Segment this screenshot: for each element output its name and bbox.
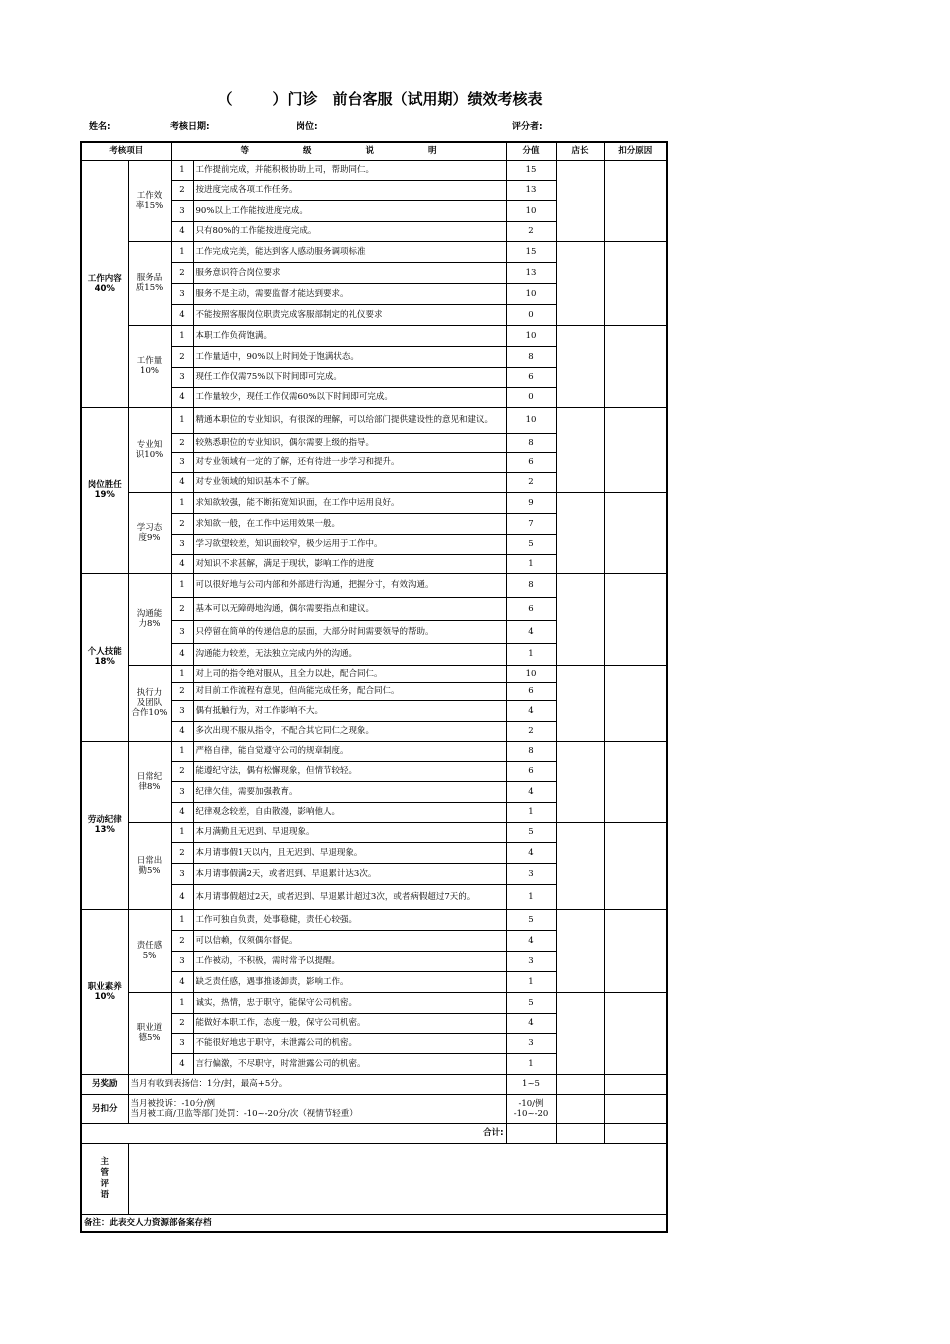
level-score: 0 <box>506 304 556 325</box>
level-description: 沟通能力较差，无法独立完成内外的沟通。 <box>193 643 506 665</box>
level-score: 10 <box>506 665 556 682</box>
sub-item-label: 执行力 <box>136 688 163 698</box>
level-description: 工作被动，不积极，需时常予以提醒。 <box>193 951 506 971</box>
level-number: 1 <box>171 407 193 433</box>
level-description: 本月请事假1天以内，且无迟到、早退现象。 <box>193 842 506 863</box>
header-desc-char: 明 <box>428 146 437 157</box>
deduction-reason-cell[interactable] <box>604 573 667 665</box>
sub-item-label: 及团队 <box>136 698 163 708</box>
table-row <box>81 741 667 761</box>
level-score: 6 <box>506 597 556 620</box>
review-date-label: 考核日期: <box>170 122 210 132</box>
level-score: 1 <box>506 884 556 909</box>
sub-item-cell <box>128 407 171 492</box>
sub-item-label: 德5% <box>138 1033 161 1043</box>
level-description: 求知欲较强，能不断拓宽知识面，在工作中运用良好。 <box>193 492 506 513</box>
level-number: 3 <box>171 700 193 721</box>
level-number: 2 <box>171 842 193 863</box>
level-description: 服务不是主动，需要监督才能达到要求。 <box>193 283 506 304</box>
category-cell <box>81 909 128 1074</box>
level-description: 基本可以无障碍地沟通，偶尔需要指点和建议。 <box>193 597 506 620</box>
sub-item-label: 勤5% <box>138 865 161 876</box>
level-score: 13 <box>506 262 556 283</box>
total-manager-cell[interactable] <box>556 1123 604 1143</box>
level-score: 4 <box>506 700 556 721</box>
level-score: 2 <box>506 472 556 492</box>
table-row <box>81 909 667 930</box>
deduction-reason-cell[interactable] <box>604 992 667 1074</box>
level-number: 2 <box>171 433 193 452</box>
deduction-reason-cell[interactable] <box>604 492 667 573</box>
sub-item-label: 10% <box>140 366 159 376</box>
category-label: 岗位胜任 <box>87 480 122 490</box>
level-description: 缺乏责任感，遇事推诿卸责，影响工作。 <box>193 971 506 992</box>
table-row <box>81 325 667 346</box>
level-number: 2 <box>171 597 193 620</box>
manager-score-cell[interactable] <box>556 822 604 909</box>
level-score: 5 <box>506 822 556 842</box>
title-open-paren: （ <box>217 90 233 108</box>
level-description: 能遵纪守法，偶有松懈现象，但情节较轻。 <box>193 761 506 781</box>
level-score: 6 <box>506 682 556 700</box>
sub-item-cell <box>128 160 171 241</box>
deduction-reason-cell[interactable] <box>604 325 667 407</box>
level-description: 本职工作负荷饱满。 <box>193 325 506 346</box>
total-score-cell[interactable] <box>506 1123 556 1143</box>
comment-label-char: 管 <box>100 1167 109 1178</box>
level-number: 4 <box>171 971 193 992</box>
level-score: 3 <box>506 1033 556 1053</box>
deduct-desc-line: 当月被投诉：-10分/例 <box>130 1098 216 1109</box>
level-number: 4 <box>171 472 193 492</box>
level-description: 按进度完成各项工作任务。 <box>193 180 506 200</box>
bonus-description: 当月有收到表扬信：1分/封，最高+5分。 <box>128 1074 506 1094</box>
level-description: 本月满勤且无迟到、早退现象。 <box>193 822 506 842</box>
bonus-reason-cell[interactable] <box>604 1074 667 1094</box>
level-score: 15 <box>506 241 556 262</box>
level-number: 2 <box>171 930 193 951</box>
level-number: 3 <box>171 1033 193 1053</box>
deduction-reason-cell[interactable] <box>604 241 667 325</box>
total-reason-cell[interactable] <box>604 1123 667 1143</box>
comment-label-char: 评 <box>100 1178 109 1189</box>
level-description: 工作可独自负责，处事稳健，责任心较强。 <box>193 909 506 930</box>
sub-item-cell <box>128 241 171 325</box>
sub-item-label: 沟通能 <box>136 609 163 619</box>
level-score: 3 <box>506 863 556 884</box>
level-number: 1 <box>171 492 193 513</box>
sub-item-cell <box>128 573 171 665</box>
deduct-manager-cell[interactable] <box>556 1094 604 1123</box>
category-label: 个人技能 <box>87 647 122 657</box>
level-score: 5 <box>506 909 556 930</box>
level-number: 3 <box>171 620 193 643</box>
header-desc-char: 说 <box>365 146 375 157</box>
deduction-reason-cell[interactable] <box>604 665 667 741</box>
level-description: 工作提前完成，并能积极协助上司，帮助同仁。 <box>193 160 506 180</box>
table-row <box>81 822 667 842</box>
level-number: 4 <box>171 1053 193 1074</box>
level-description: 较熟悉职位的专业知识，偶尔需要上级的指导。 <box>193 433 506 452</box>
bonus-score: 1~5 <box>506 1074 556 1094</box>
level-number: 3 <box>171 534 193 554</box>
sub-item-label: 专业知 <box>136 439 163 450</box>
level-number: 1 <box>171 325 193 346</box>
level-description: 可以很好地与公司内部和外部进行沟通，把握分寸，有效沟通。 <box>193 573 506 597</box>
level-number: 3 <box>171 951 193 971</box>
category-label: 职业素养 <box>87 981 122 992</box>
level-score: 1 <box>506 971 556 992</box>
level-number: 1 <box>171 909 193 930</box>
name-label: 姓名: <box>89 122 111 132</box>
level-number: 2 <box>171 761 193 781</box>
sub-item-label: 职业道 <box>136 1023 163 1033</box>
level-description: 只有80%的工作能按进度完成。 <box>193 221 506 241</box>
level-number: 3 <box>171 863 193 884</box>
level-number: 4 <box>171 721 193 741</box>
manager-score-cell[interactable] <box>556 573 604 665</box>
sub-item-label: 学习态 <box>136 522 163 533</box>
level-score: 1 <box>506 802 556 822</box>
level-score: 10 <box>506 283 556 304</box>
bonus-manager-cell[interactable] <box>556 1074 604 1094</box>
level-number: 1 <box>171 992 193 1013</box>
level-score: 5 <box>506 992 556 1013</box>
level-number: 1 <box>171 822 193 842</box>
category-cell <box>81 741 128 909</box>
level-score: 6 <box>506 367 556 387</box>
header-score: 分值 <box>506 142 556 160</box>
level-description: 纪律欠佳，需要加强教育。 <box>193 781 506 802</box>
manager-score-cell[interactable] <box>556 241 604 325</box>
level-number: 3 <box>171 200 193 221</box>
manager-score-cell[interactable] <box>556 407 604 492</box>
sub-item-label: 服务品 <box>136 273 163 283</box>
table-row <box>81 407 667 433</box>
deduction-reason-cell[interactable] <box>604 822 667 909</box>
sub-item-cell <box>128 822 171 909</box>
level-number: 1 <box>171 665 193 682</box>
level-description: 90%以上工作能按进度完成。 <box>193 200 506 221</box>
table-row <box>81 492 667 513</box>
deduct-score-line: -10/例 <box>518 1098 544 1109</box>
category-label: 10% <box>94 991 115 1002</box>
level-description: 对专业领域的知识基本不了解。 <box>193 472 506 492</box>
level-description: 纪律观念较差，自由散漫，影响他人。 <box>193 802 506 822</box>
level-description: 工作量较少，现任工作仅需60%以下时间即可完成。 <box>193 387 506 407</box>
level-description: 本月请事假满2天，或者迟到、早退累计达3次。 <box>193 863 506 884</box>
sub-item-label: 责任感 <box>136 940 163 951</box>
level-number: 2 <box>171 1013 193 1033</box>
sub-item-label: 质15% <box>135 283 164 293</box>
level-number: 4 <box>171 554 193 573</box>
position-label: 岗位: <box>296 122 318 132</box>
level-description: 对目前工作流程有意见，但尚能完成任务，配合同仁。 <box>193 682 506 700</box>
bonus-row <box>81 1074 667 1094</box>
level-number: 2 <box>171 513 193 534</box>
deduct-score <box>506 1094 556 1123</box>
level-number: 1 <box>171 241 193 262</box>
level-description: 服务意识符合岗位要求 <box>193 262 506 283</box>
level-description: 精通本职位的专业知识，有很深的理解，可以给部门提供建设性的意见和建议。 <box>193 407 506 433</box>
level-score: 10 <box>506 325 556 346</box>
level-number: 3 <box>171 781 193 802</box>
level-score: 10 <box>506 407 556 433</box>
level-score: 9 <box>506 492 556 513</box>
level-description: 只停留在简单的传递信息的层面，大部分时间需要领导的帮助。 <box>193 620 506 643</box>
level-score: 8 <box>506 573 556 597</box>
sub-item-label: 日常出 <box>136 855 163 866</box>
level-score: 0 <box>506 387 556 407</box>
level-description: 可以信赖，仅须偶尔督促。 <box>193 930 506 951</box>
appraisal-table <box>80 141 668 1233</box>
level-score: 5 <box>506 534 556 554</box>
manager-score-cell[interactable] <box>556 909 604 992</box>
level-score: 4 <box>506 842 556 863</box>
deduct-label: 另扣分 <box>81 1094 128 1123</box>
level-description: 现任工作仅需75%以下时间即可完成。 <box>193 367 506 387</box>
bonus-label: 另奖励 <box>81 1074 128 1094</box>
sub-item-label: 识10% <box>135 449 164 460</box>
level-number: 2 <box>171 682 193 700</box>
sub-item-label: 力8% <box>138 619 161 629</box>
level-score: 2 <box>506 721 556 741</box>
level-number: 3 <box>171 452 193 472</box>
sub-item-cell <box>128 665 171 741</box>
category-cell <box>81 160 128 407</box>
level-number: 4 <box>171 643 193 665</box>
manager-score-cell[interactable] <box>556 325 604 407</box>
category-cell <box>81 407 128 573</box>
category-label: 40% <box>94 283 115 294</box>
form-title <box>0 88 760 109</box>
level-number: 3 <box>171 367 193 387</box>
total-row <box>81 1123 667 1143</box>
level-number: 4 <box>171 387 193 407</box>
sub-item-cell <box>128 492 171 573</box>
level-description: 多次出现不服从指令，不配合其它同仁之现象。 <box>193 721 506 741</box>
rater-label: 评分者: <box>512 122 543 132</box>
level-number: 4 <box>171 802 193 822</box>
level-description: 对上司的指令绝对服从，且全力以赴，配合同仁。 <box>193 665 506 682</box>
level-number: 4 <box>171 884 193 909</box>
header-reason: 扣分原因 <box>604 142 667 160</box>
comment-label-char: 主 <box>100 1156 109 1167</box>
sub-item-cell <box>128 909 171 992</box>
deduct-reason-cell[interactable] <box>604 1094 667 1123</box>
deduction-reason-cell[interactable] <box>604 407 667 492</box>
category-label: 18% <box>94 657 115 667</box>
level-description: 诚实，热情，忠于职守，能保守公司机密。 <box>193 992 506 1013</box>
level-description: 言行偏激，不尽职守，时常泄露公司的机密。 <box>193 1053 506 1074</box>
category-label: 13% <box>94 825 115 835</box>
deduct-score-line: -10~-20 <box>513 1108 549 1119</box>
category-label: 19% <box>94 490 115 500</box>
level-score: 4 <box>506 1013 556 1033</box>
sub-item-cell <box>128 992 171 1074</box>
level-score: 1 <box>506 1053 556 1074</box>
level-number: 2 <box>171 180 193 200</box>
level-score: 15 <box>506 160 556 180</box>
level-description: 不能很好地忠于职守，未泄露公司的机密。 <box>193 1033 506 1053</box>
comment-label <box>81 1143 128 1214</box>
table-row <box>81 665 667 682</box>
level-number: 4 <box>171 304 193 325</box>
deduct-row <box>81 1094 667 1123</box>
sub-item-cell <box>128 325 171 407</box>
comment-area[interactable] <box>128 1143 667 1214</box>
header-manager: 店长 <box>556 142 604 160</box>
sub-item-label: 度9% <box>138 532 161 543</box>
header-desc-char: 级 <box>303 146 312 157</box>
level-score: 4 <box>506 930 556 951</box>
level-number: 1 <box>171 573 193 597</box>
level-description: 工作完成完美，能达到客人感动服务调项标准 <box>193 241 506 262</box>
level-score: 7 <box>506 513 556 534</box>
level-number: 3 <box>171 283 193 304</box>
level-number: 1 <box>171 160 193 180</box>
header-desc-char: 等 <box>240 146 250 157</box>
title-text: ）门诊 前台客服（试用期）绩效考核表 <box>272 90 543 108</box>
level-description: 能做好本职工作，态度一般，保守公司机密。 <box>193 1013 506 1033</box>
level-score: 10 <box>506 200 556 221</box>
level-description: 不能按照客服岗位职责完成客服部制定的礼仪要求 <box>193 304 506 325</box>
sub-item-label: 合作10% <box>131 708 168 718</box>
table-row <box>81 573 667 597</box>
manager-score-cell[interactable] <box>556 665 604 741</box>
deduction-reason-cell[interactable] <box>604 909 667 992</box>
level-description: 偶有抵触行为，对工作影响不大。 <box>193 700 506 721</box>
level-score: 1 <box>506 554 556 573</box>
sub-item-label: 律8% <box>138 781 161 792</box>
level-score: 6 <box>506 761 556 781</box>
header-item: 考核项目 <box>81 142 171 160</box>
level-description: 严格自律，能自觉遵守公司的规章制度。 <box>193 741 506 761</box>
level-description: 本月请事假超过2天，或者迟到、早退累计超过3次，或者病假超过7天的。 <box>193 884 506 909</box>
sub-item-label: 工作效 <box>136 190 163 201</box>
deduction-reason-cell[interactable] <box>604 160 667 241</box>
level-score: 8 <box>506 741 556 761</box>
level-number: 2 <box>171 346 193 367</box>
deduction-reason-cell[interactable] <box>604 741 667 822</box>
level-description: 工作量适中，90%以上时间处于饱满状态。 <box>193 346 506 367</box>
footnote: 备注：此表交人力资源部备案存档 <box>81 1214 667 1232</box>
level-score: 6 <box>506 452 556 472</box>
level-score: 8 <box>506 433 556 452</box>
level-number: 2 <box>171 262 193 283</box>
manager-score-cell[interactable] <box>556 741 604 822</box>
level-description: 学习欲望较差，知识面较窄，极少运用于工作中。 <box>193 534 506 554</box>
sub-item-label: 率15% <box>135 200 164 211</box>
level-score: 4 <box>506 781 556 802</box>
deduct-desc-line: 当月被工商/卫监等部门处罚：-10~-20分/次（视情节轻重） <box>130 1108 358 1119</box>
manager-score-cell[interactable] <box>556 492 604 573</box>
level-description: 求知欲一般，在工作中运用效果一般。 <box>193 513 506 534</box>
deduct-description <box>128 1094 506 1123</box>
table-header-row <box>81 142 667 160</box>
total-label: 合计: <box>81 1123 506 1143</box>
level-score: 1 <box>506 643 556 665</box>
level-score: 2 <box>506 221 556 241</box>
level-description: 对知识不求甚解，满足于现状，影响工作的进度 <box>193 554 506 573</box>
level-score: 4 <box>506 620 556 643</box>
level-number: 1 <box>171 741 193 761</box>
category-label: 劳动纪律 <box>87 815 122 825</box>
footnote-row <box>81 1214 667 1232</box>
table-row <box>81 160 667 180</box>
manager-score-cell[interactable] <box>556 992 604 1074</box>
sub-item-label: 工作量 <box>136 356 163 366</box>
sub-item-cell <box>128 741 171 822</box>
table-row <box>81 241 667 262</box>
comment-row <box>81 1143 667 1214</box>
level-score: 8 <box>506 346 556 367</box>
header-description <box>171 142 506 160</box>
level-number: 4 <box>171 221 193 241</box>
level-score: 13 <box>506 180 556 200</box>
manager-score-cell[interactable] <box>556 160 604 241</box>
level-score: 3 <box>506 951 556 971</box>
comment-label-char: 语 <box>100 1189 109 1200</box>
level-description: 对专业领域有一定的了解，还有待进一步学习和提升。 <box>193 452 506 472</box>
table-row <box>81 992 667 1013</box>
sub-item-label: 日常纪 <box>136 771 163 782</box>
category-cell <box>81 573 128 741</box>
category-label: 工作内容 <box>87 273 122 284</box>
sub-item-label: 5% <box>142 950 157 961</box>
